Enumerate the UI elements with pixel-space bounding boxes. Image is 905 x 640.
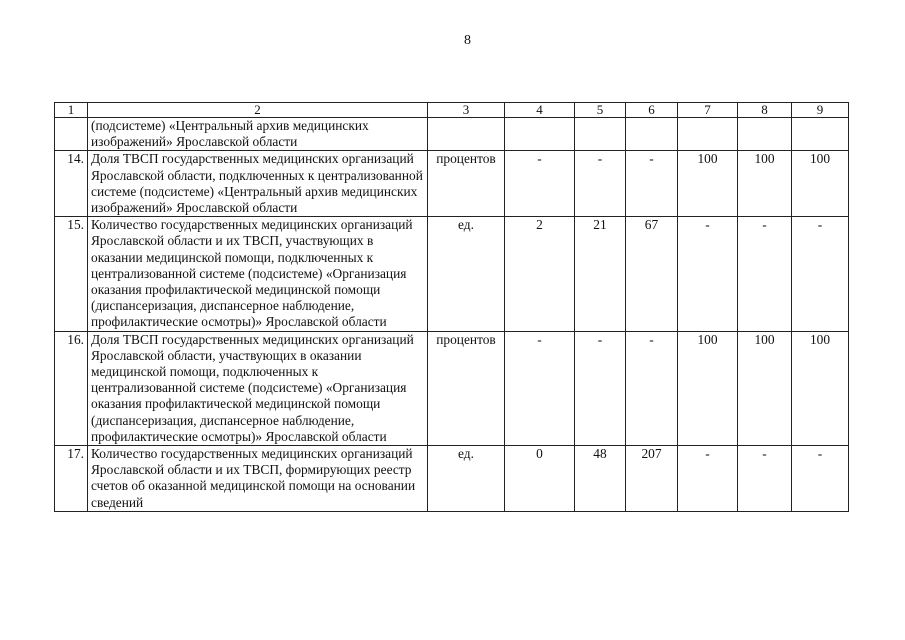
value-cell: 100 (738, 331, 792, 445)
value-cell: 207 (626, 446, 678, 512)
indicator-name: (подсистеме) «Центральный архив медицинских изображений» Ярославской области (88, 118, 428, 151)
page-number: 8 (464, 33, 471, 48)
value-cell: - (678, 217, 738, 331)
value-cell: - (505, 331, 575, 445)
unit-cell: процентов (428, 331, 505, 445)
table-row (55, 151, 849, 217)
column-header: 5 (575, 103, 626, 118)
row-number: 16. (55, 331, 88, 445)
table-row (55, 118, 849, 151)
unit-cell: процентов (428, 151, 505, 217)
unit-cell: ед. (428, 217, 505, 331)
indicator-name: Доля ТВСП государственных медицинских организаций Ярославской области, подключенных к централизованной системе (подсистеме) «Центральный архив медицинских изображений» Ярославской области (88, 151, 428, 217)
value-cell: - (678, 446, 738, 512)
column-header: 1 (55, 103, 88, 118)
value-cell: 67 (626, 217, 678, 331)
table-row (55, 446, 849, 512)
value-cell: 100 (678, 331, 738, 445)
unit-cell: ед. (428, 446, 505, 512)
row-number: 14. (55, 151, 88, 217)
value-cell (505, 118, 575, 151)
value-cell: 21 (575, 217, 626, 331)
column-header: 6 (626, 103, 678, 118)
value-cell: - (626, 151, 678, 217)
table-row (55, 331, 849, 445)
column-header: 7 (678, 103, 738, 118)
table-row (55, 217, 849, 331)
value-cell (792, 118, 849, 151)
value-cell (575, 118, 626, 151)
value-cell: - (792, 217, 849, 331)
value-cell (626, 118, 678, 151)
value-cell: 100 (738, 151, 792, 217)
value-cell: - (575, 331, 626, 445)
row-number (55, 118, 88, 151)
indicator-name: Количество государственных медицинских организаций Ярославской области и их ТВСП, формирующих реестр счетов об оказанной медицинской помощи на основании сведений (88, 446, 428, 512)
value-cell: - (575, 151, 626, 217)
unit-cell (428, 118, 505, 151)
value-cell: 2 (505, 217, 575, 331)
column-header: 9 (792, 103, 849, 118)
row-number: 17. (55, 446, 88, 512)
column-header: 3 (428, 103, 505, 118)
indicator-name: Количество государственных медицинских организаций Ярославской области и их ТВСП, участвующих в оказании медицинской помощи, подключенных к централизованной системе (подсистеме) «Организация оказания профилактической медицинской помощи (диспансеризация, диспансерное наблюдение, профилактические осмотры)» Ярославской области (88, 217, 428, 331)
column-header: 8 (738, 103, 792, 118)
value-cell (738, 118, 792, 151)
value-cell: 48 (575, 446, 626, 512)
value-cell: - (792, 446, 849, 512)
value-cell: - (738, 217, 792, 331)
value-cell: - (505, 151, 575, 217)
value-cell: - (738, 446, 792, 512)
column-header: 2 (88, 103, 428, 118)
value-cell: - (626, 331, 678, 445)
indicators-table (54, 102, 849, 512)
value-cell (678, 118, 738, 151)
column-header: 4 (505, 103, 575, 118)
row-number: 15. (55, 217, 88, 331)
value-cell: 100 (678, 151, 738, 217)
value-cell: 100 (792, 331, 849, 445)
indicator-name: Доля ТВСП государственных медицинских организаций Ярославской области, участвующих в оказании медицинской помощи, подключенных к централизованной системе (подсистеме) «Организация оказания профилактической медицинской помощи (диспансеризация, диспансерное наблюдение, профилактические осмотры)» Ярославской области (88, 331, 428, 445)
value-cell: 0 (505, 446, 575, 512)
value-cell: 100 (792, 151, 849, 217)
table-header-row (55, 103, 849, 118)
